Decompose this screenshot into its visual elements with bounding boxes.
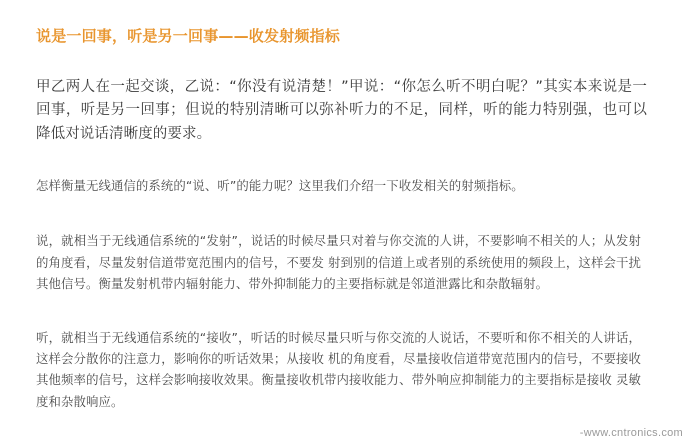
site-watermark: -www.cntronics.com <box>579 427 683 440</box>
body-paragraph-3: 听，就相当于无线通信系统的“接收”，听话的时候尽量只听与你交流的人说话，不要听和你不相关的人讲话，这样会分散你的注意力，影响你的听话效果；从接收 机的角度看，尽量接收信道带宽范围内的信号，不要接收其他频率的信号，这样会影响接收效果。衡量接收机带内接收能力、带外响应抑制能力的主要指标是接收 灵敏度和杂散响应。 <box>36 329 641 409</box>
page-title: 说是一回事，听是另一回事——收发射频指标 <box>36 27 341 46</box>
body-paragraph-2: 说，就相当于无线通信系统的“发射”，说话的时候尽量只对着与你交流的人讲，不要影响不相关的人；从发射的角度看，尽量发射信道带宽范围内的信号，不要发 射到别的信道上或者别的系统使用的频段上，这样会干扰其他信号。衡量发射机带内辐射能力、带外抑制能力的主要指标就是邻道泄露比和杂散辐射。 <box>36 233 641 291</box>
lead-paragraph: 甲乙两人在一起交谈，乙说：“你没有说清楚！”甲说：“你怎么听不明白呢？”其实本来说是一回事，听是另一回事；但说的特别清晰可以弥补听力的不足，同样，听的能力特别强，也可以降低对说话清晰度的要求。 <box>36 78 647 142</box>
document-page <box>0 10 689 443</box>
body-paragraph-1: 怎样衡量无线通信的系统的“说、听”的能力呢？这里我们介绍一下收发相关的射频指标。 <box>36 177 524 193</box>
